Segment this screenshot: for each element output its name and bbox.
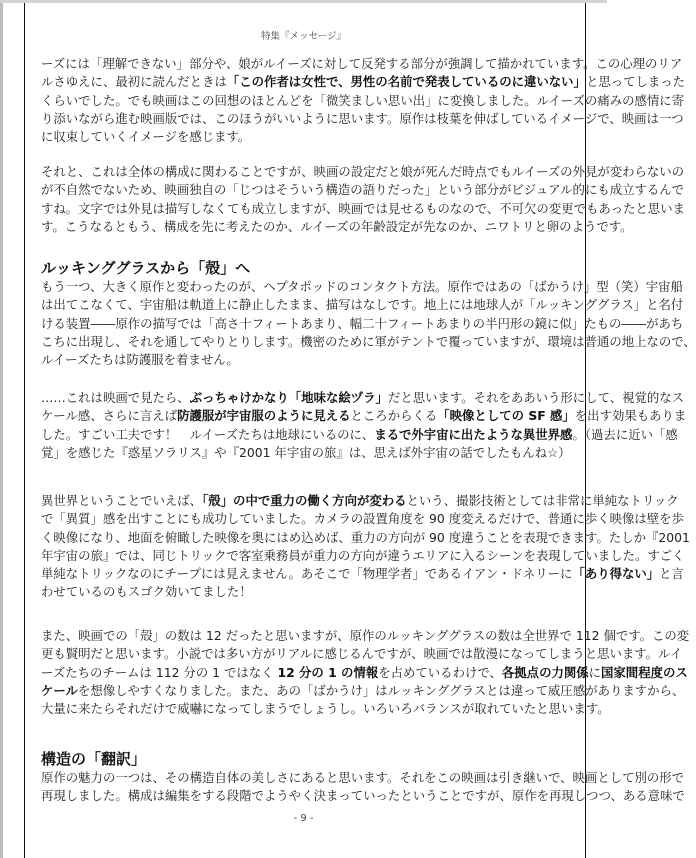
text-segment: 更も賢明だと思います。小説では多い方がリアルに感じるんですが、映画では散漫になってしまうと思います。ルイ [41, 646, 683, 662]
emphasis-text: ぶっちゃけかなり「地味な絵ヅラ」 [189, 390, 388, 405]
emphasis-text: 「殻」の中で重力の働く方向が変わる [202, 493, 407, 508]
paragraph [41, 55, 686, 146]
paragraph [41, 627, 690, 718]
text-line [41, 181, 685, 199]
text-segment: で「異質」感を出すことにも成功していました。カメラの設置角度を 90 度変えるだけで、普通に歩く映像は壁を歩 [41, 511, 684, 527]
text-segment: を出す効果もありま [574, 408, 687, 424]
text-segment: ける装置――原作の描写では「高さ十フィートあまり、幅二十フィートあまりの半円形の鏡に似」たもの――があち [41, 315, 684, 331]
text-line [41, 565, 684, 583]
text-line [41, 200, 685, 218]
text-segment: 再現しました。構成は編集をする段階でようやく決まっていったということですが、原作を再現しつつ、ある意味で [41, 788, 685, 804]
text-segment: ーズには「理解できない」部分や、娘がルイーズに対して反発する部分が強調して描かれています。この心理のリア [41, 56, 683, 71]
text-line [41, 492, 679, 510]
text-line [41, 351, 576, 369]
text-line [41, 583, 576, 601]
text-segment: ケール感、さらに言えば [41, 408, 178, 424]
page-edge-top [0, 0, 607, 3]
paragraph [41, 163, 685, 236]
page-number: - 9 - [293, 813, 314, 824]
text-segment: を占めているわけで、 [378, 664, 502, 680]
text-segment: 単純なトリックなのにチープには見えません。あそこで「物理学者」であるイアン・ドネリーに [41, 566, 573, 582]
emphasis-text: 「この作者は女性で、男性の名前で発表しているのに違いない」 [226, 74, 586, 90]
text-segment: 年宇宙の旅』では、同じトリックで客室乗務員が重力の方向が違うエリアに入るシーンを表現していました。すごく [41, 547, 685, 563]
text-segment: に [588, 664, 602, 680]
text-segment: 。（過去に近い「感 [572, 426, 678, 442]
text-line [41, 218, 633, 236]
text-line [41, 787, 685, 805]
text-line [41, 315, 684, 333]
text-line [41, 163, 685, 181]
text-segment: く映像になり、地面を俯瞰した映像を奥にはめ込めば、重力の方向が 90 度違うことを表現できます。たしか『2001 [41, 529, 690, 545]
text-line [41, 407, 687, 425]
emphasis-text: 各拠点の力関係 [501, 664, 589, 680]
text-line [41, 278, 683, 296]
emphasis-text: 「映像としての SF 感」 [437, 408, 575, 424]
text-line [41, 682, 685, 700]
text-line [41, 389, 685, 407]
paragraph [41, 389, 687, 462]
text-segment: それと、これは全体の構成に関わることですが、映画の設定だと娘が死んだ時点でもルイーズの外見が変わらないの [41, 164, 685, 179]
text-segment: くらいでした。でも映画はこの回想のほとんどを「微笑ましい思い出」に変換しました。ルイーズの痛みの感情に寄 [41, 92, 685, 108]
running-head: 特集『メッセージ』 [261, 31, 346, 42]
paragraph [41, 278, 696, 369]
text-segment: もう一つ、大きく原作と変わったのが、ヘプタポッドのコンタクト方法。原作ではあの「ばかうけ」型（笑）宇宙船 [41, 279, 683, 294]
text-segment: と言 [659, 566, 684, 582]
text-line [41, 110, 684, 128]
emphasis-text: 国家間程度のス [601, 664, 688, 680]
text-segment: に収束していくイメージを感じます。 [41, 129, 251, 145]
text-segment: り添いながら進む映画版では、このほうがいいように思います。原作は枝葉を伸ばしているイメージで、映画は一つ [41, 110, 684, 126]
paragraph [41, 492, 690, 602]
emphasis-text: 「あり得ない」 [572, 566, 660, 582]
text-line [41, 769, 685, 787]
text-line [41, 444, 576, 462]
text-segment: 異世界ということでいえば、 [41, 493, 203, 508]
text-line [41, 55, 683, 73]
text-line [41, 296, 684, 314]
text-segment: 原作の魅力の一つは、その構造自体の美しさにあると思います。それをこの映画は引き継いで、映画として別の形で [41, 770, 685, 785]
text-segment: ーズたちのチームは 112 分の 1 ではなく [41, 664, 278, 680]
text-segment: また、映画での「殻」の数は 12 だったと思いますが、原作のルッキンググラスの数は全世界で 112 個です。この変 [41, 628, 690, 643]
text-segment: と思ってしまった [585, 74, 686, 90]
text-segment: ルイーズたちは防護服を着ません。 [41, 352, 239, 368]
text-line [41, 529, 690, 547]
emphasis-text: 防護服が宇宙服のように見える [177, 408, 351, 424]
text-line [41, 700, 610, 718]
section-heading: ルッキンググラスから「殻」へ [41, 259, 251, 277]
text-segment: 大量に来たらそれだけで威嚇になってしまうでしょうし。いろいろバランスが取れていたと思います。 [41, 701, 610, 717]
paragraph [41, 769, 685, 806]
text-line [41, 547, 685, 565]
text-segment: すね。文字では外見は描写しなくても成立しますが、映画では見せるものなので、不可欠の変更でもあったと思いま [41, 200, 685, 216]
text-segment: という、撮影技術としては非常に単純なトリック [406, 493, 679, 508]
text-line [41, 426, 678, 444]
section-heading: 構造の「翻訳」 [41, 750, 147, 768]
text-segment: す。こうなるともう、構成を先に考えたのか、ルイーズの年齢設定が先なのか、ニワトリと卵のようです。 [41, 218, 633, 234]
text-segment: わせているのもスゴク効いてました！ [41, 584, 252, 600]
page-edge-left [0, 0, 3, 858]
text-line [41, 333, 696, 351]
text-line [41, 128, 576, 146]
text-line [41, 510, 684, 528]
margin-guide-left [24, 3, 25, 858]
text-line [41, 664, 688, 682]
text-segment: した。すごい工夫です！ ルイーズたちは地球にいるのに、 [41, 426, 375, 442]
text-segment: こちに出現し、それを通してやりとりします。機密のために軍がテントで覆っていますが、環境は普通の地上なので、 [41, 333, 696, 349]
text-segment: ところからくる [350, 408, 438, 424]
text-segment: ルさゆえに、最初に読んだときは [41, 74, 227, 90]
emphasis-text: ケール [41, 682, 78, 698]
text-line [41, 73, 686, 91]
text-line [41, 92, 685, 110]
text-line [41, 627, 690, 645]
text-segment: は出てこなくて、宇宙船は軌道上に静止したまま、描写はなしです。地上には地球人が「ルッキンググラス」と名付 [41, 297, 684, 313]
text-segment: だと思います。それをああいう形にして、視覚的なス [387, 390, 685, 405]
text-segment: ……これは映画で見たら、 [41, 390, 190, 405]
text-segment: を想像しやすくなりました。また、あの「ばかうけ」はルッキンググラスとは違って威圧感がありますから、 [77, 682, 685, 698]
emphasis-text: 12 分の 1 の情報 [277, 664, 379, 680]
text-line [41, 645, 683, 663]
text-segment: が不自然でないため、映画独自の「じつはそういう構造の語りだった」という部分がビジュアル的にも成立するんで [41, 182, 685, 198]
text-segment: 覚」を感じた『惑星ソラリス』や『2001 年宇宙の旅』は、思えば外宇宙の話でしたもんね☆） [41, 444, 571, 460]
emphasis-text: まるで外宇宙に出たような異世界感 [374, 426, 573, 442]
